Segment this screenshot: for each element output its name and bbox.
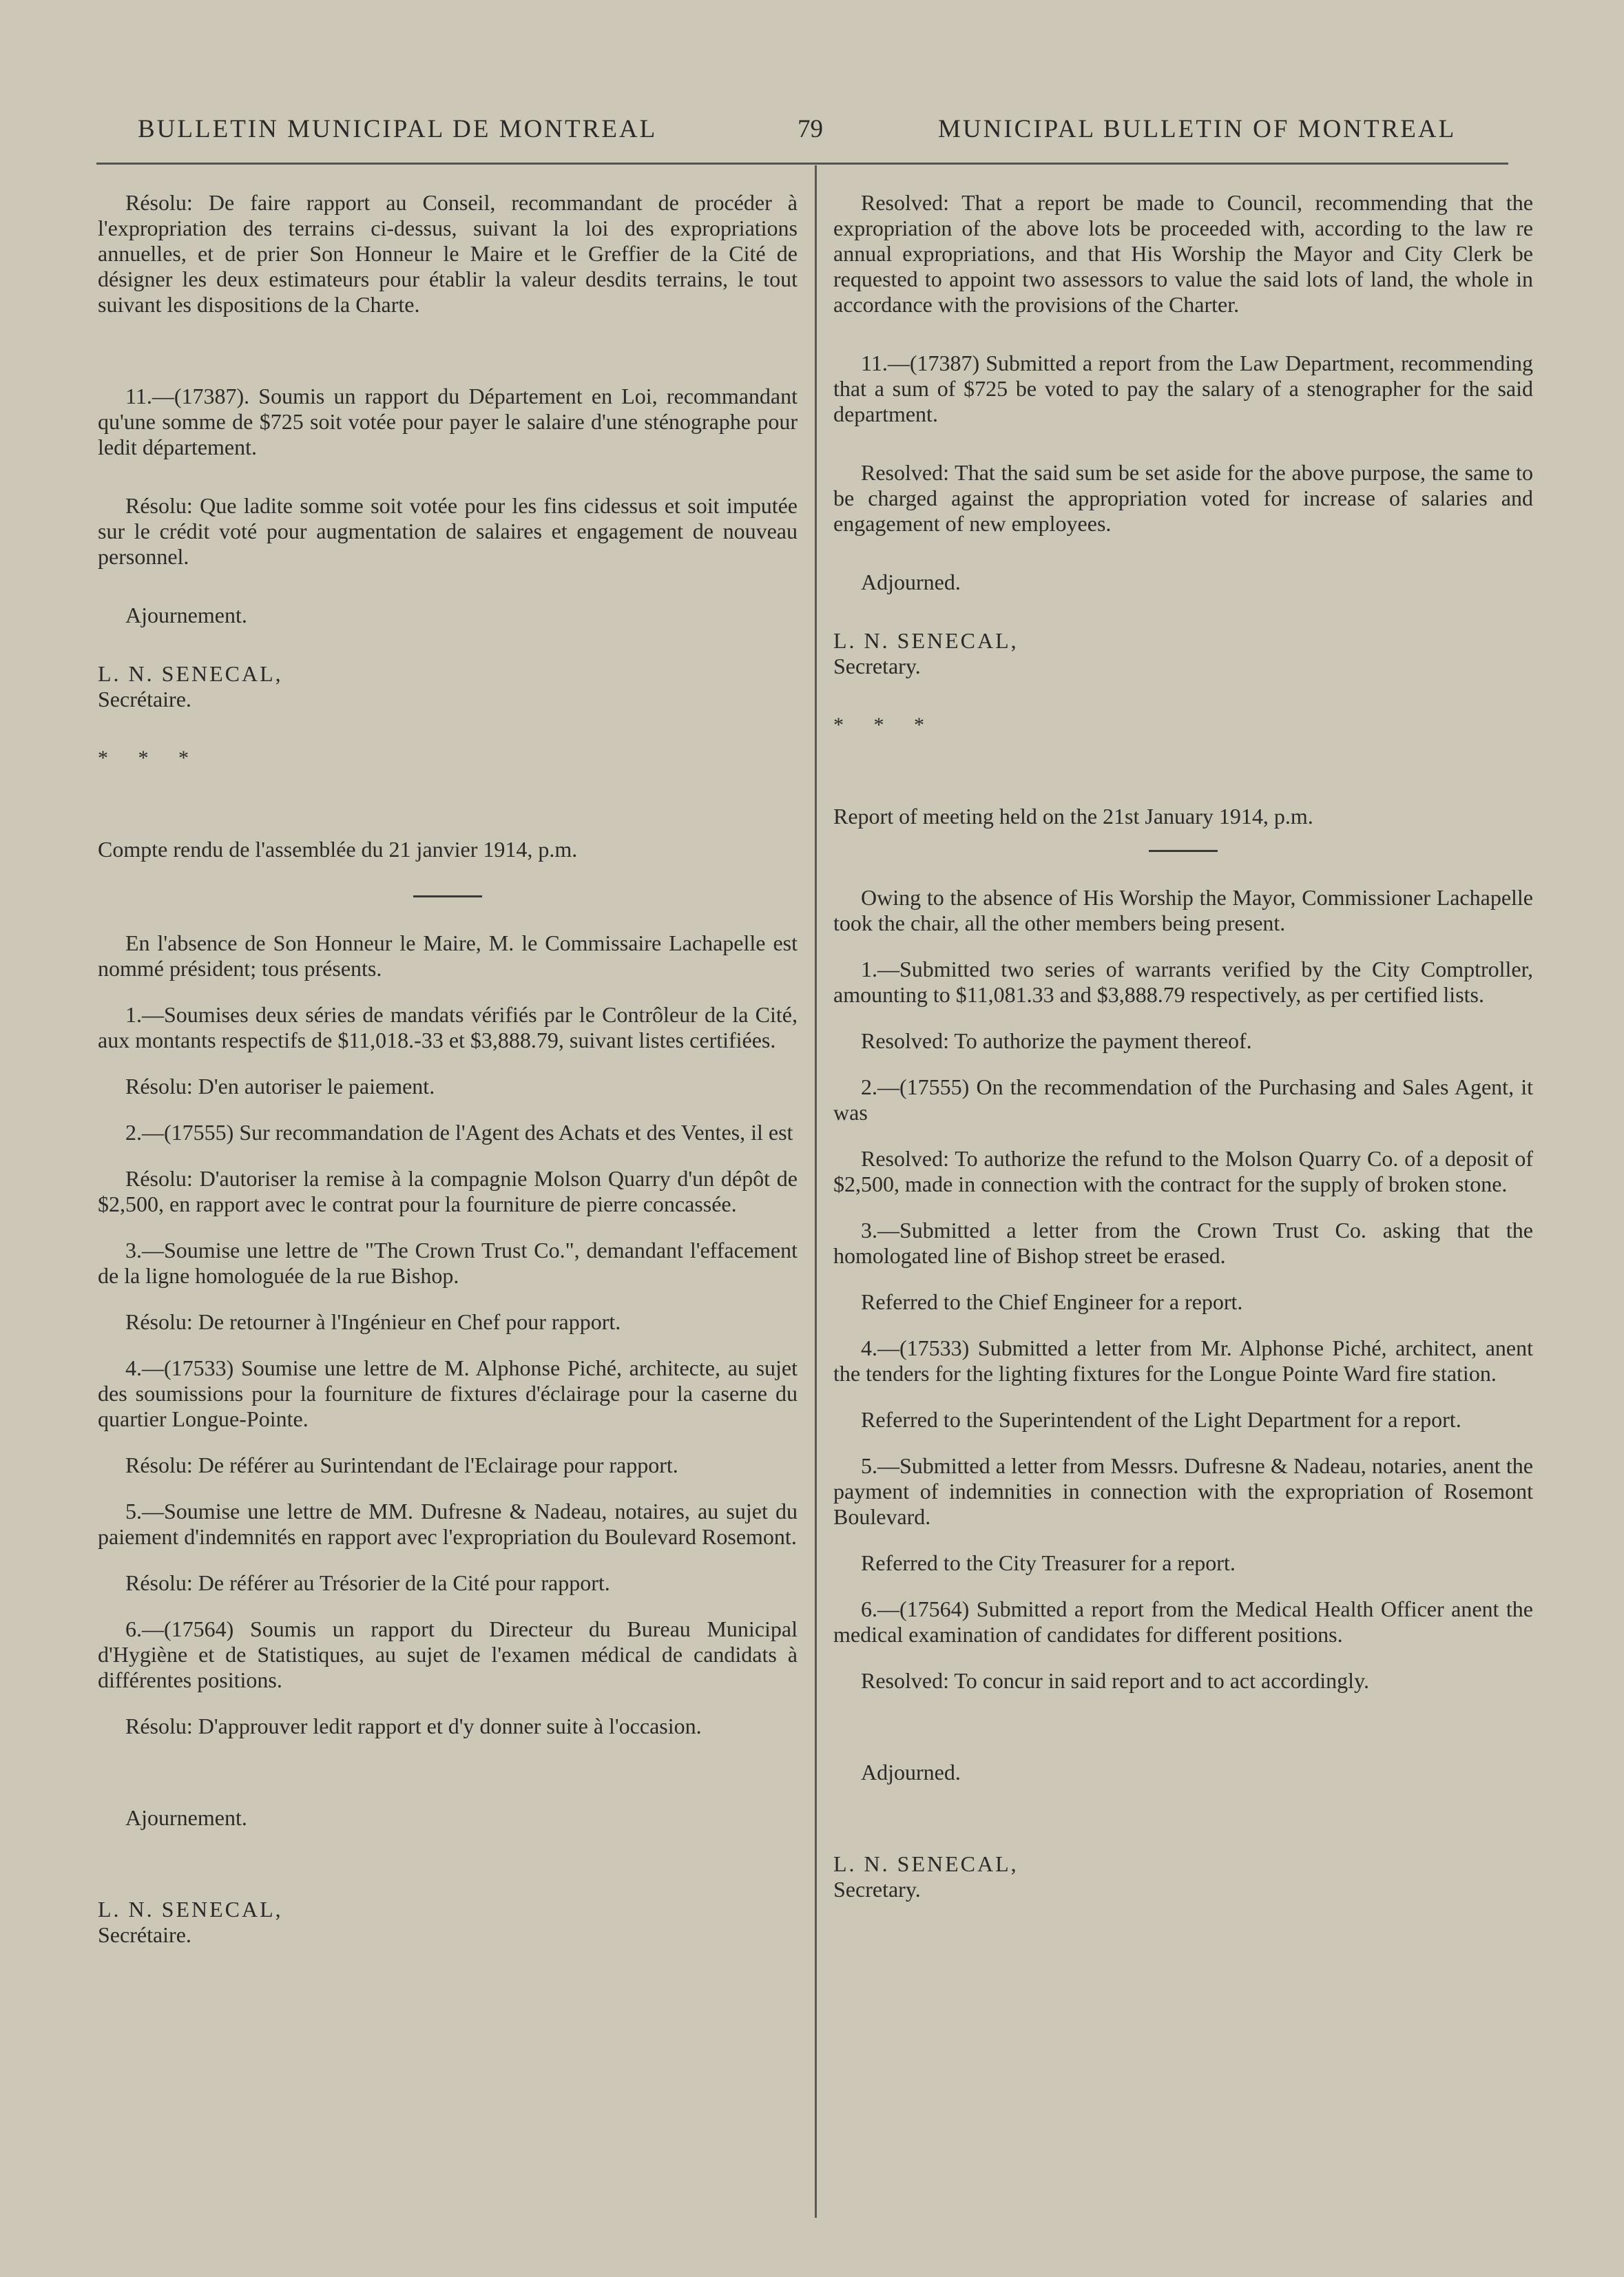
signature-name: L. N. SENECAL, — [98, 661, 283, 686]
adjournment-text: Ajournement. — [125, 1805, 247, 1830]
item-paragraph: 4.—(17533) Soumise une lettre de M. Alphonse Piché, architecte, au sujet des soumissions pour la fourniture de fixtures d'éclairage pour la caserne du quartier Longue-Pointe. — [98, 1355, 798, 1431]
resolution-paragraph: Résolu: De faire rapport au Conseil, recommandant de procéder à l'expropriation des terrains ci-dessus, suivant la loi des expropriations annuelles, et de prier Son Honneur le Maire et le Greffier de la Cité de désigner les deux estimateurs pour établir la valeur desdits terrains, le tout suivant les dispositions de la Charte. — [98, 190, 798, 317]
signature-role: Secretary. — [833, 654, 921, 678]
item-paragraph: 6.—(17564) Submitted a report from the Medical Health Officer anent the medical examination of candidates for different positions. — [833, 1597, 1533, 1647]
resolution-paragraph: Resolved: That a report be made to Council, recommending that the expropriation of the above lots be proceeded with, according to the law re annual expropriations, and that His Worship the Mayor and City Clerk be requested to appoint two assessors to value the said lots of land, the whole in accordance with the provisions of the Charter. — [833, 190, 1533, 317]
header-left-title: BULLETIN MUNICIPAL DE MONTREAL — [138, 115, 658, 143]
item-paragraph: 1.—Submitted two series of warrants verified by the City Comptroller, amounting to $11,081.33 and $3,888.79 respectively, as per certified lists. — [833, 957, 1533, 1007]
section-separator: * * * — [833, 714, 937, 736]
adjournment-text: Adjourned. — [861, 1760, 961, 1785]
resolution-paragraph: Resolved: To concur in said report and to act accordingly. — [861, 1668, 1369, 1693]
adjournment-text: Ajournement. — [125, 603, 247, 627]
french-column — [98, 190, 798, 1948]
signature-name: L. N. SENECAL, — [833, 628, 1019, 653]
signature-role: Secretary. — [833, 1877, 921, 1902]
resolution-paragraph: Resolved: To authorize the payment thereof. — [861, 1028, 1252, 1053]
meeting-title: Compte rendu de l'assemblée du 21 janvier 1914, p.m. — [98, 837, 578, 862]
resolution-paragraph: Résolu: D'en autoriser le paiement. — [125, 1074, 435, 1099]
item-paragraph: 11.—(17387) Submitted a report from the Law Department, recommending that a sum of $725 be voted to pay the salary of a stenographer for the said department. — [833, 351, 1533, 426]
resolution-paragraph: Resolved: To authorize the refund to the Molson Quarry Co. of a deposit of $2,500, made in connection with the contract for the supply of broken stone. — [833, 1146, 1533, 1196]
section-separator: * * * — [98, 747, 201, 769]
resolution-paragraph: Résolu: D'approuver ledit rapport et d'y donner suite à l'occasion. — [125, 1714, 702, 1738]
item-paragraph: En l'absence de Son Honneur le Maire, M. le Commissaire Lachapelle est nommé président; tous présents. — [98, 930, 798, 981]
item-paragraph: 4.—(17533) Submitted a letter from Mr. Alphonse Piché, architect, anent the tenders for the lighting fixtures for the Longue Pointe Ward fire station. — [833, 1335, 1533, 1386]
resolution-paragraph: Résolu: De référer au Surintendant de l'Eclairage pour rapport. — [125, 1453, 678, 1477]
header-right-title: MUNICIPAL BULLETIN OF MONTREAL — [938, 115, 1457, 143]
signature-name: L. N. SENECAL, — [833, 1851, 1019, 1876]
item-paragraph: 6.—(17564) Soumis un rapport du Directeur du Bureau Municipal d'Hygiène et de Statistiques, au sujet de l'examen médical de candidats à différentes positions. — [98, 1616, 798, 1692]
item-paragraph: 2.—(17555) Sur recommandation de l'Agent des Achats et des Ventes, il est — [125, 1120, 793, 1145]
resolution-paragraph: Referred to the City Treasurer for a report. — [861, 1550, 1236, 1575]
item-paragraph: 2.—(17555) On the recommendation of the Purchasing and Sales Agent, it was — [833, 1074, 1533, 1125]
item-paragraph: 5.—Submitted a letter from Messrs. Dufresne & Nadeau, notaries, anent the payment of indemnities in connection with the expropriation of Rosemont Boulevard. — [833, 1453, 1533, 1529]
item-paragraph: 3.—Soumise une lettre de "The Crown Trust Co.", demandant l'effacement de la ligne homologuée de la rue Bishop. — [98, 1238, 798, 1288]
item-paragraph: Owing to the absence of His Worship the Mayor, Commissioner Lachapelle took the chair, all the other members being present. — [833, 885, 1533, 935]
resolution-paragraph: Referred to the Chief Engineer for a report. — [861, 1289, 1243, 1314]
signature-role: Secrétaire. — [98, 1922, 191, 1947]
meeting-title: Report of meeting held on the 21st January 1914, p.m. — [833, 804, 1313, 829]
resolution-paragraph: Résolu: Que ladite somme soit votée pour les fins cidessus et soit imputée sur le crédit voté pour augmentation de salaires et engagement de nouveau personnel. — [98, 493, 798, 569]
resolution-paragraph: Referred to the Superintendent of the Light Department for a report. — [861, 1407, 1461, 1432]
resolution-paragraph: Resolved: That the said sum be set aside for the above purpose, the same to be charged against the appropriation voted for increase of salaries and engagement of new employees. — [833, 460, 1533, 536]
resolution-paragraph: Résolu: D'autoriser la remise à la compagnie Molson Quarry d'un dépôt de $2,500, en rapport avec le contrat pour la fourniture de pierre concassée. — [98, 1166, 798, 1216]
signature-name: L. N. SENECAL, — [98, 1897, 283, 1922]
item-paragraph: 11.—(17387). Soumis un rapport du Département en Loi, recommandant qu'une somme de $725 soit votée pour payer le salaire d'une sténographe pour ledit département. — [98, 384, 798, 459]
english-column — [833, 190, 1533, 1902]
column-divider — [815, 165, 817, 2218]
resolution-paragraph: Résolu: De retourner à l'Ingénieur en Chef pour rapport. — [125, 1309, 621, 1334]
item-paragraph: 5.—Soumise une lettre de MM. Dufresne & Nadeau, notaires, au sujet du paiement d'indemnités en rapport avec l'expropriation du Boulevard Rosemont. — [98, 1499, 798, 1549]
signature-role: Secrétaire. — [98, 687, 191, 711]
adjournment-text: Adjourned. — [861, 570, 961, 594]
item-paragraph: 3.—Submitted a letter from the Crown Trust Co. asking that the homologated line of Bishop street be erased. — [833, 1218, 1533, 1268]
page-number: 79 — [798, 115, 823, 143]
item-paragraph: 1.—Soumises deux séries de mandats vérifiés par le Contrôleur de la Cité, aux montants respectifs de $11,018.-33 et $3,888.79, suivant listes certifiées. — [98, 1002, 798, 1052]
header-rule — [96, 163, 1508, 165]
resolution-paragraph: Résolu: De référer au Trésorier de la Cité pour rapport. — [125, 1570, 610, 1595]
